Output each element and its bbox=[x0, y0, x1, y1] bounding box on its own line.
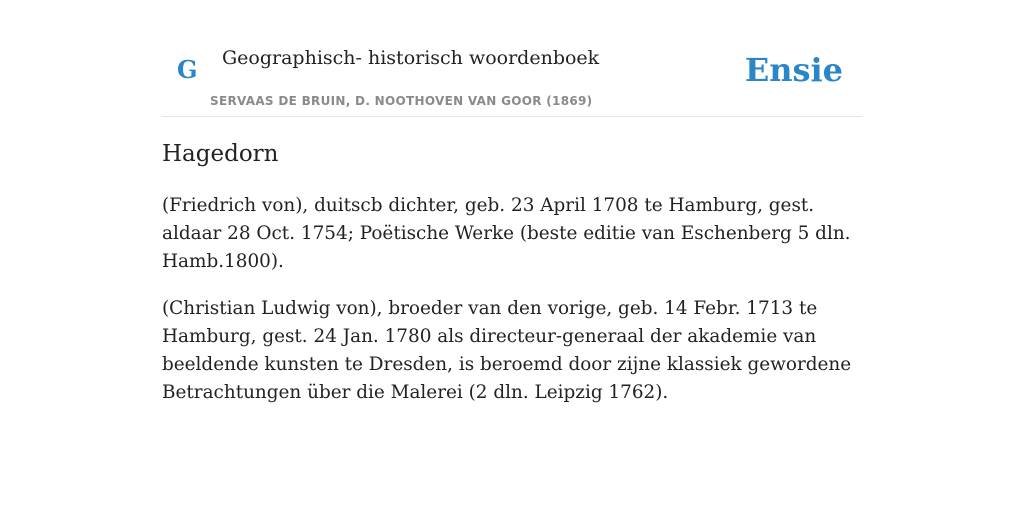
book-authors: SERVAAS DE BRUIN, D. NOOTHOVEN VAN GOOR (1869) bbox=[210, 94, 593, 108]
entry-paragraph: (Friedrich von), duitscb dichter, geb. 23 April 1708 te Hamburg, gest. aldaar 28 Oct. 1754; Poëtische Werke (beste editie van Eschenberg 5 dln. Hamb.1800). bbox=[162, 195, 851, 272]
header bbox=[162, 0, 862, 117]
entry-title: Hagedorn bbox=[162, 141, 279, 167]
entry bbox=[162, 138, 864, 426]
brand-logo[interactable]: Ensie bbox=[744, 51, 843, 89]
entry-paragraph: (Christian Ludwig von), broeder van den vorige, geb. 14 Febr. 1713 te Hamburg, gest. 24 Jan. 1780 als directeur-generaal der akademie van beeldende kunsten te Dresden, is beroemd door zijne klassiek gewordene Betrachtungen über die Malerei (2 dln. Leipzig 1762). bbox=[162, 298, 852, 403]
letter-index[interactable]: G bbox=[177, 55, 198, 84]
book-title[interactable]: Geographisch- historisch woordenboek bbox=[222, 47, 600, 69]
